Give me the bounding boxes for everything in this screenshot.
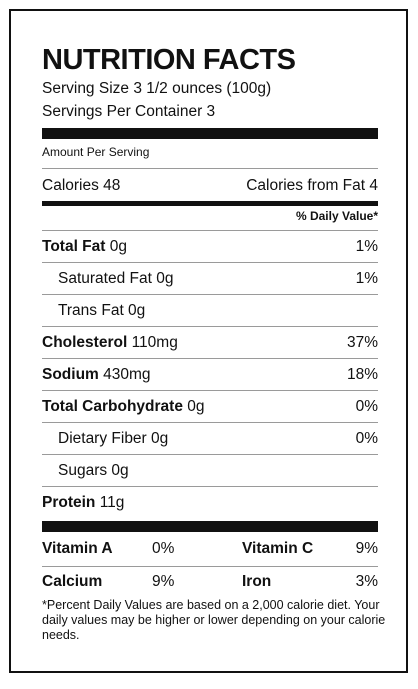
serving-size: Serving Size 3 1/2 ounces (100g) — [42, 80, 272, 97]
divider — [42, 168, 378, 169]
nutrient-amount: 0g — [151, 270, 174, 287]
nutrient-label — [42, 270, 173, 288]
nutrient-name: Sugars — [58, 462, 108, 479]
nutrient-label — [42, 366, 151, 384]
nutrient-daily-value: 37% — [346, 334, 378, 351]
nutrient-label — [42, 462, 129, 480]
nutrient-name: Total Fat — [42, 238, 106, 255]
nutrient-name: Saturated Fat — [58, 270, 152, 287]
nutrient-daily-value: 0% — [355, 398, 378, 415]
nutrient-name: Dietary Fiber — [58, 430, 147, 447]
medium-divider — [42, 201, 378, 206]
nutrient-name: Cholesterol — [42, 334, 128, 351]
nutrient-label — [42, 430, 168, 448]
vitamin-a-label: Vitamin A — [42, 540, 113, 557]
nutrient-amount: 11g — [95, 494, 125, 511]
nutrient-row-dietary-fiber — [42, 423, 378, 455]
nutrient-label — [42, 398, 205, 416]
footnote: *Percent Daily Values are based on a 2,000 calorie diet. Your daily values may be higher or lower depending on your calorie needs. — [42, 598, 386, 642]
calories-row — [42, 170, 378, 202]
nutrient-daily-value: 0% — [355, 430, 378, 447]
nutrient-amount: 110mg — [127, 334, 178, 351]
nutrient-row-total-fat — [42, 231, 378, 263]
nutrient-label — [42, 334, 178, 352]
calories-value: Calories 48 — [42, 177, 121, 194]
nutrient-daily-value: 1% — [355, 270, 378, 287]
thick-divider-bottom — [42, 521, 378, 532]
nutrient-amount: 430mg — [98, 366, 151, 383]
nutrient-amount: 0g — [182, 398, 205, 415]
nutrition-label — [9, 9, 408, 673]
iron-label: Iron — [242, 573, 272, 590]
nutrient-row-total-carbohydrate — [42, 391, 378, 423]
nutrient-row-protein — [42, 487, 378, 519]
nutrient-name: Protein — [42, 494, 96, 511]
nutrient-amount: 0g — [105, 238, 127, 255]
nutrient-label — [42, 238, 127, 256]
nutrient-row-cholesterol — [42, 327, 378, 359]
nutrient-name: Total Carbohydrate — [42, 398, 183, 415]
nutrient-label — [42, 302, 145, 320]
calcium-value: 9% — [152, 573, 175, 590]
nutrient-row-sugars — [42, 455, 378, 487]
nutrient-daily-value: 1% — [355, 238, 378, 255]
calcium-label: Calcium — [42, 573, 103, 590]
nutrient-row-sodium — [42, 359, 378, 391]
nutrient-amount: 0g — [146, 430, 169, 447]
label-title: NUTRITION FACTS — [42, 44, 296, 76]
nutrient-label — [42, 494, 124, 512]
daily-value-header: % Daily Value* — [295, 209, 378, 223]
vitamin-row-1 — [42, 533, 378, 565]
thick-divider-top — [42, 128, 378, 139]
nutrient-daily-value: 18% — [346, 366, 378, 383]
nutrient-name: Trans Fat — [58, 302, 124, 319]
nutrient-name: Sodium — [42, 366, 99, 383]
nutrient-amount: 0g — [107, 462, 129, 479]
vitamin-c-label: Vitamin C — [242, 540, 314, 557]
nutrient-row-saturated-fat — [42, 263, 378, 295]
calories-from-fat: Calories from Fat 4 — [246, 177, 378, 194]
servings-per-container: Servings Per Container 3 — [42, 103, 216, 120]
nutrient-row-trans-fat — [42, 295, 378, 327]
vitamin-row-2 — [42, 566, 378, 598]
iron-value: 3% — [355, 573, 378, 590]
vitamin-a-value: 0% — [152, 540, 175, 557]
nutrient-amount: 0g — [123, 302, 146, 319]
vitamin-c-value: 9% — [355, 540, 378, 557]
amount-per-serving: Amount Per Serving — [42, 145, 150, 159]
